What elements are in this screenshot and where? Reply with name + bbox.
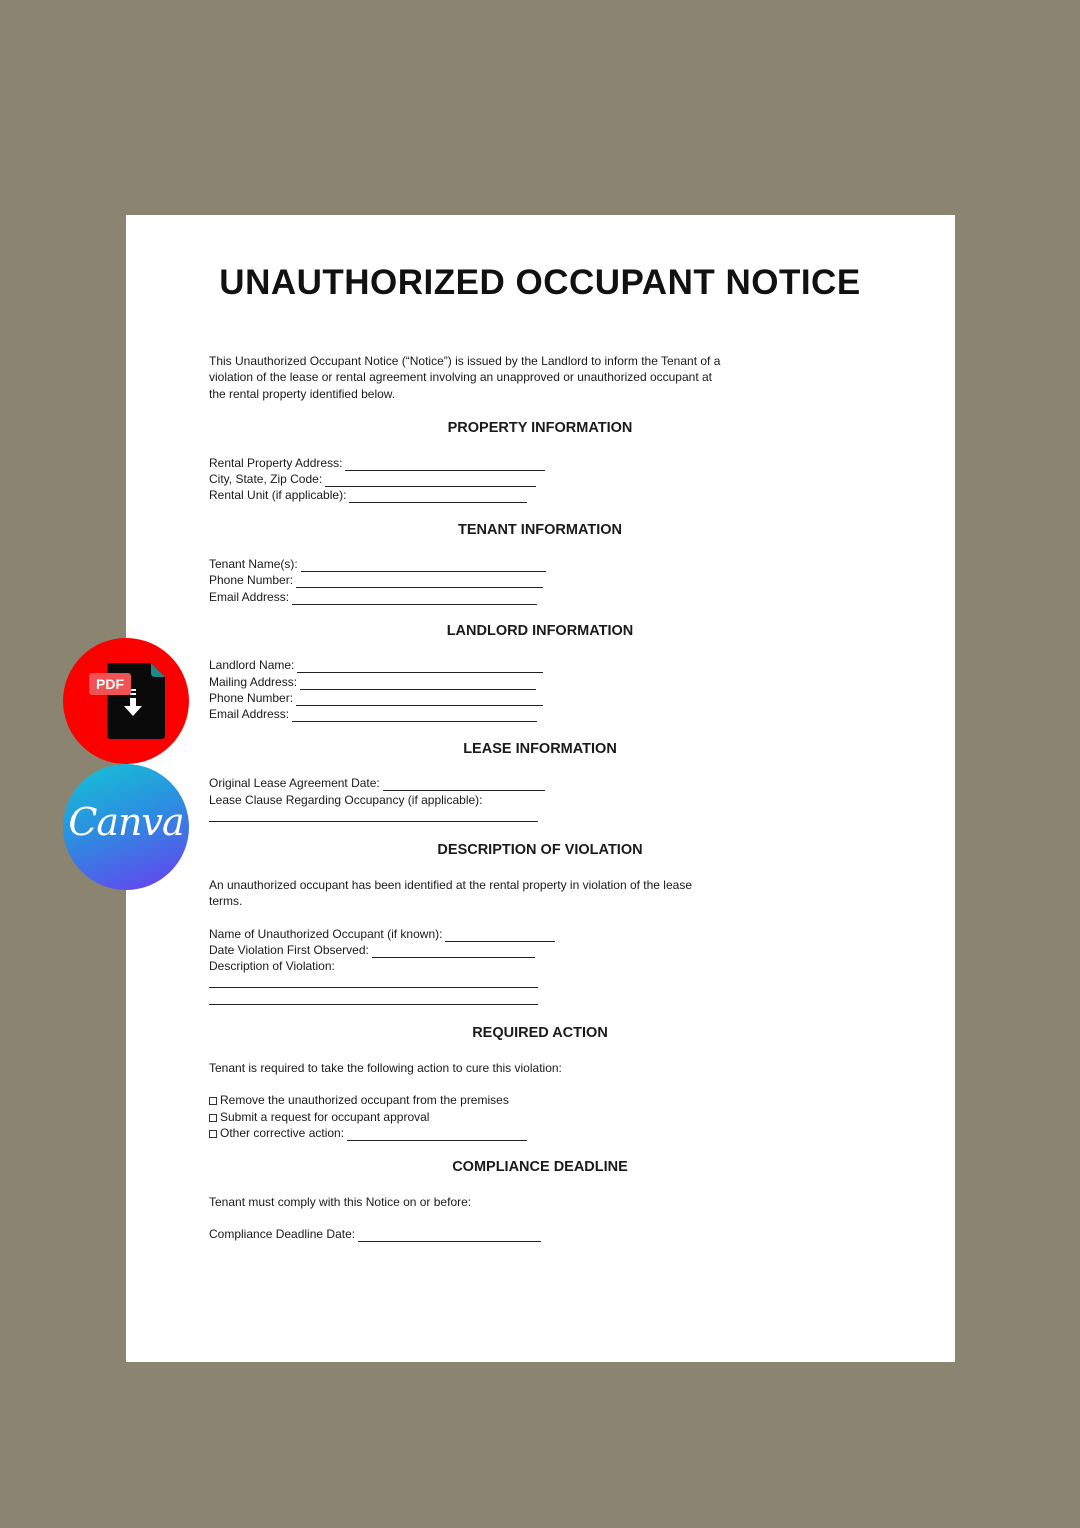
blank-line[interactable]	[345, 458, 545, 471]
heading-violation: DESCRIPTION OF VIOLATION	[437, 842, 643, 858]
option-request-approval[interactable]	[209, 1109, 429, 1125]
blank-line[interactable]	[372, 945, 535, 958]
option-label: Remove the unauthorized occupant from the premises	[220, 1093, 509, 1107]
blank-line[interactable]	[296, 693, 543, 706]
intro-line: This Unauthorized Occupant Notice (“Notice”) is issued by the Landlord to inform the Tenant of a	[209, 354, 721, 368]
violation-text: An unauthorized occupant has been identified at the rental property in violation of the lease	[209, 878, 692, 892]
field-label: Date Violation First Observed:	[209, 943, 369, 957]
action-text: Tenant is required to take the following action to cure this violation:	[209, 1061, 562, 1075]
field-label: Email Address:	[209, 590, 290, 604]
field-lease-date[interactable]	[209, 775, 545, 791]
field-label: Name of Unauthorized Occupant (if known):	[209, 927, 443, 941]
blank-line[interactable]	[347, 1128, 527, 1141]
field-landlord-email[interactable]	[209, 706, 537, 722]
field-deadline-date[interactable]	[209, 1226, 541, 1242]
field-rental-unit[interactable]	[209, 487, 527, 503]
field-label: City, State, Zip Code:	[209, 472, 323, 486]
option-label: Submit a request for occupant approval	[220, 1110, 430, 1124]
blank-line[interactable]	[383, 778, 545, 791]
blank-line[interactable]	[358, 1229, 541, 1242]
field-tenant-phone[interactable]	[209, 572, 543, 588]
field-description-label: Description of Violation:	[209, 959, 335, 973]
checkbox[interactable]	[209, 1114, 217, 1122]
intro-line: the rental property identified below.	[209, 387, 396, 401]
field-landlord-phone[interactable]	[209, 690, 543, 706]
blank-line[interactable]	[325, 474, 536, 487]
field-rental-address[interactable]	[209, 455, 545, 471]
deadline-text: Tenant must comply with this Notice on or before:	[209, 1195, 472, 1209]
field-label: Mailing Address:	[209, 675, 298, 689]
field-label: Phone Number:	[209, 691, 294, 705]
field-mailing-address[interactable]	[209, 674, 536, 690]
field-landlord-name[interactable]	[209, 657, 543, 673]
option-other-action[interactable]	[209, 1125, 527, 1141]
field-city-state-zip[interactable]	[209, 471, 536, 487]
heading-lease: LEASE INFORMATION	[463, 741, 617, 757]
heading-tenant: TENANT INFORMATION	[457, 522, 623, 538]
heading-landlord: LANDLORD INFORMATION	[446, 623, 634, 639]
blank-line[interactable]	[292, 709, 537, 722]
blank-line[interactable]	[297, 660, 543, 673]
field-tenant-name[interactable]	[209, 556, 546, 572]
violation-text: terms.	[209, 894, 243, 908]
field-label: Rental Unit (if applicable):	[209, 488, 347, 502]
blank-line[interactable]	[301, 559, 546, 572]
checkbox[interactable]	[209, 1097, 217, 1105]
heading-required-action: REQUIRED ACTION	[472, 1025, 608, 1041]
blank-line[interactable]	[292, 592, 537, 605]
blank-line[interactable]	[209, 821, 538, 822]
blank-line[interactable]	[209, 987, 538, 988]
option-remove-occupant[interactable]	[209, 1092, 509, 1108]
field-label: Email Address:	[209, 707, 290, 721]
field-date-observed[interactable]	[209, 942, 535, 958]
checkbox[interactable]	[209, 1130, 217, 1138]
blank-line[interactable]	[349, 490, 527, 503]
field-lease-clause-label: Lease Clause Regarding Occupancy (if applicable):	[209, 793, 483, 807]
field-label: Compliance Deadline Date:	[209, 1227, 356, 1241]
field-tenant-email[interactable]	[209, 589, 537, 605]
field-occupant-name[interactable]	[209, 926, 555, 942]
intro-line: violation of the lease or rental agreement involving an unapproved or unauthorized occupant at	[209, 370, 712, 384]
blank-line[interactable]	[445, 929, 555, 942]
field-label: Phone Number:	[209, 573, 294, 587]
field-label: Rental Property Address:	[209, 456, 343, 470]
option-label: Other corrective action:	[220, 1126, 345, 1140]
canva-badge[interactable]	[63, 764, 189, 890]
pdf-download-badge[interactable]	[63, 638, 189, 764]
blank-line[interactable]	[296, 575, 543, 588]
blank-line[interactable]	[209, 1004, 538, 1005]
document-title: UNAUTHORIZED OCCUPANT NOTICE	[219, 263, 861, 302]
pdf-label: PDF	[89, 673, 131, 695]
pdf-download-icon	[63, 638, 189, 764]
field-label: Tenant Name(s):	[209, 557, 298, 571]
field-label: Landlord Name:	[209, 658, 295, 672]
heading-property: PROPERTY INFORMATION	[447, 420, 633, 436]
blank-line[interactable]	[300, 677, 536, 690]
canva-logo: Canva	[68, 800, 184, 844]
heading-deadline: COMPLIANCE DEADLINE	[452, 1159, 628, 1175]
field-label: Original Lease Agreement Date:	[209, 776, 380, 790]
